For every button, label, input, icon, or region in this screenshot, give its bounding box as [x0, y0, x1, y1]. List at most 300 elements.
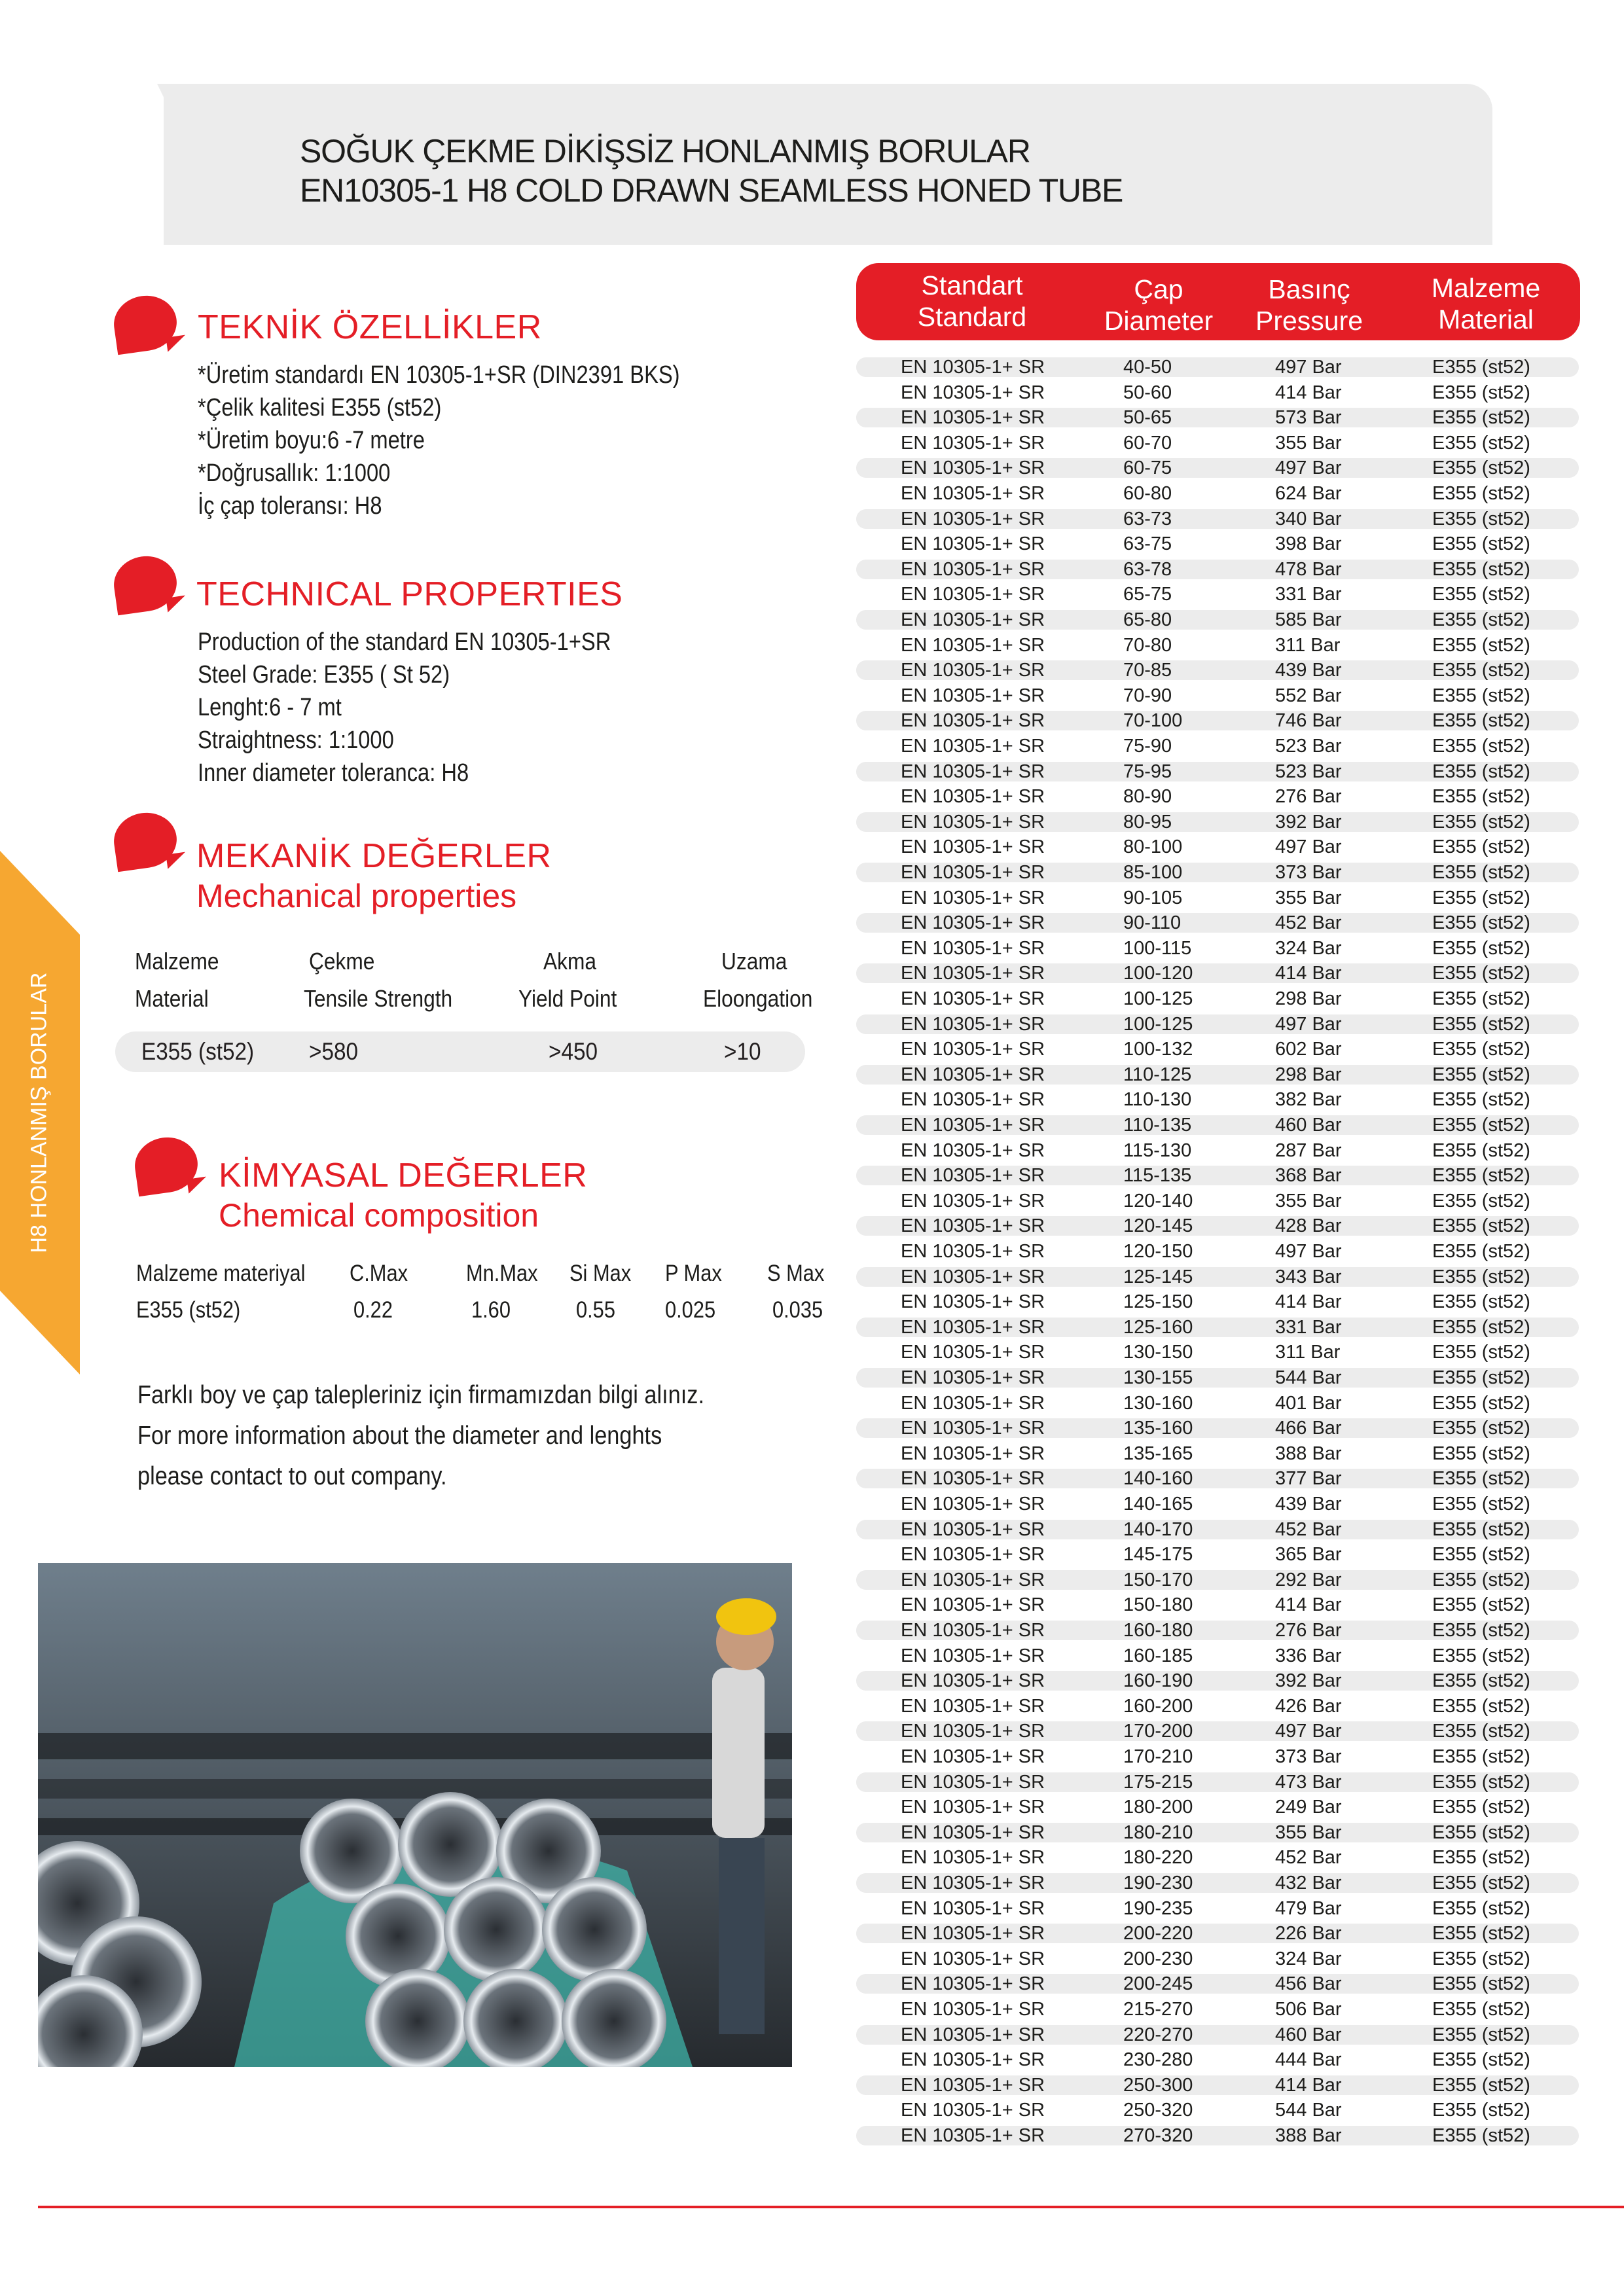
- cell-diameter: 200-220: [1123, 1923, 1193, 1945]
- chemical-title: KİMYASAL DEĞERLER: [219, 1157, 588, 1194]
- cell-material: E355 (st52): [1432, 887, 1530, 908]
- mechanical-subtitle: Mechanical properties: [196, 878, 517, 914]
- cell-pressure: 428 Bar: [1275, 1215, 1342, 1237]
- cell-diameter: 130-155: [1123, 1367, 1193, 1388]
- cell-standard: EN 10305-1+ SR: [901, 1139, 1045, 1161]
- th-pressure: Basınç Pressure: [1255, 274, 1363, 336]
- cell-standard: EN 10305-1+ SR: [901, 1443, 1045, 1464]
- cell-diameter: 160-200: [1123, 1695, 1193, 1717]
- cell-pressure: 355 Bar: [1275, 1821, 1342, 1843]
- cell-diameter: 180-210: [1123, 1821, 1193, 1843]
- cell-material: E355 (st52): [1432, 533, 1530, 555]
- cell-material: E355 (st52): [1432, 1392, 1530, 1414]
- cell-standard: EN 10305-1+ SR: [901, 1367, 1045, 1388]
- cell-diameter: 150-170: [1123, 1569, 1193, 1590]
- cell-diameter: 40-50: [1123, 357, 1172, 378]
- cell-pressure: 444 Bar: [1275, 2049, 1342, 2071]
- cell-diameter: 220-270: [1123, 2024, 1193, 2045]
- cell-diameter: 130-150: [1123, 1342, 1193, 1363]
- cell-material: E355 (st52): [1432, 558, 1530, 580]
- cell-diameter: 250-300: [1123, 2074, 1193, 2096]
- cell-diameter: 60-70: [1123, 432, 1172, 454]
- cell-standard: EN 10305-1+ SR: [901, 988, 1045, 1009]
- technical-line: Straightness: 1:1000: [198, 726, 394, 754]
- cell-material: E355 (st52): [1432, 483, 1530, 504]
- cell-diameter: 140-160: [1123, 1468, 1193, 1490]
- cell-standard: EN 10305-1+ SR: [901, 1392, 1045, 1414]
- cell-material: E355 (st52): [1432, 2024, 1530, 2045]
- chem-value: 1.60: [471, 1297, 511, 1323]
- cell-pressure: 466 Bar: [1275, 1418, 1342, 1439]
- mech-header: Uzama: [721, 948, 787, 975]
- chem-header: Si Max: [569, 1261, 632, 1286]
- cell-standard: EN 10305-1+ SR: [901, 685, 1045, 706]
- cell-material: E355 (st52): [1432, 457, 1530, 479]
- cell-material: E355 (st52): [1432, 1594, 1530, 1616]
- cell-diameter: 63-78: [1123, 558, 1172, 580]
- cell-material: E355 (st52): [1432, 1494, 1530, 1515]
- cell-pressure: 414 Bar: [1275, 1594, 1342, 1616]
- cell-standard: EN 10305-1+ SR: [901, 533, 1045, 555]
- cell-diameter: 180-200: [1123, 1797, 1193, 1818]
- cell-standard: EN 10305-1+ SR: [901, 1468, 1045, 1490]
- cell-pressure: 388 Bar: [1275, 1443, 1342, 1464]
- chem-value: 0.22: [353, 1297, 393, 1323]
- cell-diameter: 65-75: [1123, 584, 1172, 605]
- cell-pressure: 460 Bar: [1275, 2024, 1342, 2045]
- cell-material: E355 (st52): [1432, 1544, 1530, 1566]
- cell-material: E355 (st52): [1432, 1670, 1530, 1692]
- cell-pressure: 460 Bar: [1275, 1115, 1342, 1136]
- cell-pressure: 276 Bar: [1275, 1620, 1342, 1641]
- cell-pressure: 439 Bar: [1275, 660, 1342, 681]
- cell-diameter: 63-73: [1123, 508, 1172, 529]
- technical-line: Lenght:6 - 7 mt: [198, 694, 342, 721]
- cell-pressure: 473 Bar: [1275, 1771, 1342, 1793]
- cell-pressure: 552 Bar: [1275, 685, 1342, 706]
- mech-header: Tensile Strength: [304, 985, 453, 1012]
- cell-standard: EN 10305-1+ SR: [901, 1418, 1045, 1439]
- cell-material: E355 (st52): [1432, 1165, 1530, 1187]
- cell-standard: EN 10305-1+ SR: [901, 710, 1045, 732]
- cell-standard: EN 10305-1+ SR: [901, 1013, 1045, 1035]
- cell-material: E355 (st52): [1432, 1367, 1530, 1388]
- cell-standard: EN 10305-1+ SR: [901, 1089, 1045, 1111]
- cell-standard: EN 10305-1+ SR: [901, 1999, 1045, 2020]
- cell-standard: EN 10305-1+ SR: [901, 912, 1045, 934]
- cell-standard: EN 10305-1+ SR: [901, 1190, 1045, 1211]
- technical-line: Production of the standard EN 10305-1+SR: [198, 628, 611, 656]
- info-note: please contact to out company.: [137, 1462, 447, 1490]
- cell-standard: EN 10305-1+ SR: [901, 2125, 1045, 2146]
- cell-material: E355 (st52): [1432, 1139, 1530, 1161]
- cell-material: E355 (st52): [1432, 432, 1530, 454]
- cell-pressure: 456 Bar: [1275, 1973, 1342, 1995]
- cell-material: E355 (st52): [1432, 1948, 1530, 1969]
- cell-material: E355 (st52): [1432, 2125, 1530, 2146]
- cell-material: E355 (st52): [1432, 357, 1530, 378]
- cell-diameter: 125-150: [1123, 1291, 1193, 1313]
- cell-diameter: 125-160: [1123, 1316, 1193, 1338]
- cell-standard: EN 10305-1+ SR: [901, 862, 1045, 883]
- cell-standard: EN 10305-1+ SR: [901, 1670, 1045, 1692]
- cell-standard: EN 10305-1+ SR: [901, 660, 1045, 681]
- mech-header: Çekme: [309, 948, 375, 975]
- cell-material: E355 (st52): [1432, 1847, 1530, 1869]
- cell-standard: EN 10305-1+ SR: [901, 1746, 1045, 1767]
- cell-material: E355 (st52): [1432, 1418, 1530, 1439]
- cell-diameter: 200-245: [1123, 1973, 1193, 1995]
- cell-material: E355 (st52): [1432, 1721, 1530, 1742]
- cell-standard: EN 10305-1+ SR: [901, 1518, 1045, 1540]
- cell-diameter: 140-165: [1123, 1494, 1193, 1515]
- page-title-tr: SOĞUK ÇEKME DİKİŞSİZ HONLANMIŞ BORULAR: [300, 133, 1030, 170]
- chem-value: 0.035: [772, 1297, 823, 1323]
- cell-diameter: 230-280: [1123, 2049, 1193, 2071]
- cell-material: E355 (st52): [1432, 1973, 1530, 1995]
- cell-standard: EN 10305-1+ SR: [901, 1215, 1045, 1237]
- cell-material: E355 (st52): [1432, 1797, 1530, 1818]
- cell-standard: EN 10305-1+ SR: [901, 457, 1045, 479]
- cell-pressure: 401 Bar: [1275, 1392, 1342, 1414]
- cell-standard: EN 10305-1+ SR: [901, 2024, 1045, 2045]
- cell-material: E355 (st52): [1432, 1013, 1530, 1035]
- cell-pressure: 478 Bar: [1275, 558, 1342, 580]
- cell-material: E355 (st52): [1432, 382, 1530, 403]
- mech-header: Malzeme: [135, 948, 219, 975]
- cell-standard: EN 10305-1+ SR: [901, 2049, 1045, 2071]
- cell-diameter: 85-100: [1123, 862, 1183, 883]
- cell-standard: EN 10305-1+ SR: [901, 1594, 1045, 1616]
- th-material: Malzeme Material: [1431, 273, 1541, 334]
- cell-standard: EN 10305-1+ SR: [901, 761, 1045, 782]
- cell-diameter: 145-175: [1123, 1544, 1193, 1566]
- cell-standard: EN 10305-1+ SR: [901, 1821, 1045, 1843]
- cell-pressure: 426 Bar: [1275, 1695, 1342, 1717]
- cell-standard: EN 10305-1+ SR: [901, 1873, 1045, 1893]
- cell-diameter: 110-125: [1123, 1064, 1192, 1085]
- cell-standard: EN 10305-1+ SR: [901, 1771, 1045, 1793]
- cell-diameter: 250-320: [1123, 2100, 1193, 2121]
- cell-standard: EN 10305-1+ SR: [901, 1897, 1045, 1919]
- cell-standard: EN 10305-1+ SR: [901, 382, 1045, 403]
- cell-diameter: 130-160: [1123, 1392, 1193, 1414]
- cell-pressure: 336 Bar: [1275, 1645, 1342, 1666]
- teknik-line: *Doğrusallık: 1:1000: [198, 459, 391, 487]
- cell-material: E355 (st52): [1432, 1746, 1530, 1767]
- cell-pressure: 497 Bar: [1275, 1013, 1342, 1035]
- cell-standard: EN 10305-1+ SR: [901, 1316, 1045, 1338]
- cell-diameter: 200-230: [1123, 1948, 1193, 1969]
- cell-pressure: 392 Bar: [1275, 811, 1342, 833]
- cell-material: E355 (st52): [1432, 634, 1530, 656]
- cell-pressure: 497 Bar: [1275, 1241, 1342, 1262]
- cell-diameter: 60-75: [1123, 457, 1172, 479]
- cell-pressure: 432 Bar: [1275, 1873, 1342, 1893]
- cell-pressure: 398 Bar: [1275, 533, 1342, 555]
- cell-pressure: 311 Bar: [1275, 634, 1341, 656]
- cell-diameter: 100-115: [1123, 937, 1192, 959]
- cell-material: E355 (st52): [1432, 1620, 1530, 1641]
- teknik-line: İç çap toleransı: H8: [198, 492, 382, 520]
- mech-value: >450: [549, 1038, 598, 1065]
- cell-standard: EN 10305-1+ SR: [901, 483, 1045, 504]
- cell-pressure: 414 Bar: [1275, 2074, 1342, 2096]
- cell-pressure: 331 Bar: [1275, 1316, 1342, 1338]
- cell-material: E355 (st52): [1432, 609, 1530, 630]
- cell-material: E355 (st52): [1432, 1115, 1530, 1136]
- cell-material: E355 (st52): [1432, 1923, 1530, 1945]
- cell-diameter: 90-105: [1123, 887, 1183, 908]
- mech-header: Akma: [543, 948, 596, 975]
- cell-pressure: 523 Bar: [1275, 761, 1342, 782]
- cell-pressure: 373 Bar: [1275, 862, 1342, 883]
- cell-diameter: 70-80: [1123, 634, 1172, 656]
- cell-material: E355 (st52): [1432, 1468, 1530, 1490]
- cell-pressure: 414 Bar: [1275, 963, 1342, 984]
- cell-pressure: 276 Bar: [1275, 786, 1342, 808]
- cell-diameter: 100-120: [1123, 963, 1193, 984]
- cell-material: E355 (st52): [1432, 836, 1530, 858]
- cell-material: E355 (st52): [1432, 1873, 1530, 1893]
- cell-standard: EN 10305-1+ SR: [901, 1923, 1045, 1945]
- cell-pressure: 388 Bar: [1275, 2125, 1342, 2146]
- side-tab-label: H8 HONLANMIŞ BORULAR: [26, 972, 52, 1253]
- cell-pressure: 365 Bar: [1275, 1544, 1342, 1566]
- mechanical-title: MEKANİK DEĞERLER: [196, 837, 552, 875]
- cell-material: E355 (st52): [1432, 1190, 1530, 1211]
- cell-material: E355 (st52): [1432, 811, 1530, 833]
- teknik-line: *Çelik kalitesi E355 (st52): [198, 394, 442, 422]
- cell-material: E355 (st52): [1432, 1266, 1530, 1287]
- cell-pressure: 452 Bar: [1275, 1518, 1342, 1540]
- cell-diameter: 63-75: [1123, 533, 1172, 555]
- cell-material: E355 (st52): [1432, 862, 1530, 883]
- cell-pressure: 355 Bar: [1275, 432, 1342, 454]
- cell-pressure: 340 Bar: [1275, 508, 1342, 529]
- cell-material: E355 (st52): [1432, 407, 1530, 429]
- cell-diameter: 180-220: [1123, 1847, 1193, 1869]
- cell-diameter: 70-85: [1123, 660, 1172, 681]
- cell-standard: EN 10305-1+ SR: [901, 2074, 1045, 2096]
- cell-material: E355 (st52): [1432, 1241, 1530, 1262]
- cell-pressure: 452 Bar: [1275, 1847, 1342, 1869]
- cell-material: E355 (st52): [1432, 988, 1530, 1009]
- teknik-line: *Üretim standardı EN 10305-1+SR (DIN2391 BKS): [198, 361, 680, 389]
- cell-standard: EN 10305-1+ SR: [901, 1847, 1045, 1869]
- cell-diameter: 190-230: [1123, 1873, 1193, 1893]
- cell-diameter: 100-125: [1123, 1013, 1193, 1035]
- chem-header: S Max: [767, 1261, 825, 1286]
- cell-diameter: 50-60: [1123, 382, 1172, 403]
- cell-pressure: 439 Bar: [1275, 1494, 1342, 1515]
- chem-header: P Max: [665, 1261, 722, 1286]
- cell-pressure: 324 Bar: [1275, 937, 1342, 959]
- cell-material: E355 (st52): [1432, 685, 1530, 706]
- cell-standard: EN 10305-1+ SR: [901, 1797, 1045, 1818]
- cell-diameter: 125-145: [1123, 1266, 1193, 1287]
- chem-value: 0.55: [576, 1297, 615, 1323]
- cell-material: E355 (st52): [1432, 1089, 1530, 1111]
- cell-diameter: 215-270: [1123, 1999, 1193, 2020]
- cell-material: E355 (st52): [1432, 2100, 1530, 2121]
- cell-material: E355 (st52): [1432, 2074, 1530, 2096]
- cell-standard: EN 10305-1+ SR: [901, 937, 1045, 959]
- cell-pressure: 573 Bar: [1275, 407, 1342, 429]
- cell-material: E355 (st52): [1432, 1695, 1530, 1717]
- cell-diameter: 175-215: [1123, 1771, 1193, 1793]
- cell-standard: EN 10305-1+ SR: [901, 887, 1045, 908]
- cell-material: E355 (st52): [1432, 1316, 1530, 1338]
- cell-diameter: 135-165: [1123, 1443, 1193, 1464]
- cell-diameter: 140-170: [1123, 1518, 1193, 1540]
- cell-material: E355 (st52): [1432, 584, 1530, 605]
- info-note: For more information about the diameter and lenghts: [137, 1422, 662, 1450]
- cell-material: E355 (st52): [1432, 660, 1530, 681]
- cell-material: E355 (st52): [1432, 1443, 1530, 1464]
- cell-pressure: 523 Bar: [1275, 736, 1342, 757]
- technical-line: Inner diameter toleranca: H8: [198, 759, 469, 787]
- cell-pressure: 249 Bar: [1275, 1797, 1342, 1818]
- technical-title: TECHNICAL PROPERTIES: [196, 575, 623, 613]
- cell-diameter: 135-160: [1123, 1418, 1193, 1439]
- cell-standard: EN 10305-1+ SR: [901, 584, 1045, 605]
- cell-material: E355 (st52): [1432, 1064, 1530, 1085]
- cell-pressure: 292 Bar: [1275, 1569, 1342, 1590]
- chemical-subtitle: Chemical composition: [219, 1197, 539, 1234]
- cell-diameter: 80-95: [1123, 811, 1172, 833]
- chem-value: E355 (st52): [136, 1297, 241, 1323]
- bottom-divider: [38, 2206, 1624, 2208]
- cell-diameter: 110-130: [1123, 1089, 1192, 1111]
- cell-standard: EN 10305-1+ SR: [901, 736, 1045, 757]
- cell-diameter: 160-180: [1123, 1620, 1193, 1641]
- cell-material: E355 (st52): [1432, 1897, 1530, 1919]
- cell-standard: EN 10305-1+ SR: [901, 1721, 1045, 1742]
- cell-pressure: 497 Bar: [1275, 836, 1342, 858]
- mech-value: E355 (st52): [141, 1038, 255, 1065]
- th-standard: Standart Standard: [917, 270, 1027, 332]
- cell-standard: EN 10305-1+ SR: [901, 963, 1045, 984]
- cell-pressure: 506 Bar: [1275, 1999, 1342, 2020]
- cell-standard: EN 10305-1+ SR: [901, 1115, 1045, 1136]
- cell-pressure: 324 Bar: [1275, 1948, 1342, 1969]
- cell-pressure: 287 Bar: [1275, 1139, 1342, 1161]
- cell-pressure: 414 Bar: [1275, 1291, 1342, 1313]
- cell-pressure: 497 Bar: [1275, 357, 1342, 378]
- cell-pressure: 452 Bar: [1275, 912, 1342, 934]
- cell-pressure: 226 Bar: [1275, 1923, 1342, 1945]
- cell-diameter: 120-145: [1123, 1215, 1193, 1237]
- cell-diameter: 115-130: [1123, 1139, 1192, 1161]
- cell-diameter: 150-180: [1123, 1594, 1193, 1616]
- cell-diameter: 110-135: [1123, 1115, 1192, 1136]
- cell-standard: EN 10305-1+ SR: [901, 634, 1045, 656]
- cell-standard: EN 10305-1+ SR: [901, 786, 1045, 808]
- cell-pressure: 368 Bar: [1275, 1165, 1342, 1187]
- cell-diameter: 60-80: [1123, 483, 1172, 504]
- cell-pressure: 414 Bar: [1275, 382, 1342, 403]
- cell-standard: EN 10305-1+ SR: [901, 1291, 1045, 1313]
- cell-pressure: 298 Bar: [1275, 1064, 1342, 1085]
- cell-pressure: 355 Bar: [1275, 1190, 1342, 1211]
- chem-header: C.Max: [350, 1261, 408, 1286]
- cell-diameter: 120-150: [1123, 1241, 1193, 1262]
- cell-standard: EN 10305-1+ SR: [901, 357, 1045, 378]
- cell-diameter: 70-90: [1123, 685, 1172, 706]
- cell-material: E355 (st52): [1432, 1771, 1530, 1793]
- page-title-en: EN10305-1 H8 COLD DRAWN SEAMLESS HONED TUBE: [300, 172, 1123, 209]
- teknik-line: *Üretim boyu:6 -7 metre: [198, 427, 425, 454]
- cell-standard: EN 10305-1+ SR: [901, 1695, 1045, 1717]
- cell-standard: EN 10305-1+ SR: [901, 1544, 1045, 1566]
- mech-header: Eloongation: [703, 985, 813, 1012]
- cell-material: E355 (st52): [1432, 1645, 1530, 1666]
- cell-diameter: 120-140: [1123, 1190, 1193, 1211]
- teknik-title: TEKNİK ÖZELLİKLER: [198, 308, 542, 346]
- cell-standard: EN 10305-1+ SR: [901, 508, 1045, 529]
- cell-pressure: 544 Bar: [1275, 2100, 1342, 2121]
- cell-material: E355 (st52): [1432, 937, 1530, 959]
- cell-standard: EN 10305-1+ SR: [901, 1620, 1045, 1641]
- cell-pressure: 624 Bar: [1275, 483, 1342, 504]
- cell-material: E355 (st52): [1432, 912, 1530, 934]
- cell-standard: EN 10305-1+ SR: [901, 1569, 1045, 1590]
- cell-pressure: 343 Bar: [1275, 1266, 1342, 1287]
- cell-standard: EN 10305-1+ SR: [901, 558, 1045, 580]
- mech-header: Yield Point: [518, 985, 617, 1012]
- cell-diameter: 100-125: [1123, 988, 1193, 1009]
- cell-material: E355 (st52): [1432, 710, 1530, 732]
- cell-material: E355 (st52): [1432, 1999, 1530, 2020]
- cell-standard: EN 10305-1+ SR: [901, 1241, 1045, 1262]
- chem-header: Mn.Max: [466, 1261, 538, 1286]
- cell-diameter: 90-110: [1123, 912, 1182, 934]
- cell-material: E355 (st52): [1432, 1291, 1530, 1313]
- cell-material: E355 (st52): [1432, 1215, 1530, 1237]
- mech-header: Material: [135, 985, 209, 1012]
- cell-material: E355 (st52): [1432, 1518, 1530, 1540]
- cell-diameter: 80-100: [1123, 836, 1183, 858]
- cell-pressure: 373 Bar: [1275, 1746, 1342, 1767]
- cell-material: E355 (st52): [1432, 2049, 1530, 2071]
- cell-diameter: 170-210: [1123, 1746, 1193, 1767]
- cell-pressure: 602 Bar: [1275, 1039, 1342, 1060]
- cell-diameter: 160-190: [1123, 1670, 1193, 1692]
- cell-standard: EN 10305-1+ SR: [901, 1973, 1045, 1995]
- chem-header: Malzeme materiyal: [136, 1261, 306, 1286]
- cell-standard: EN 10305-1+ SR: [901, 1039, 1045, 1060]
- cell-pressure: 585 Bar: [1275, 609, 1342, 630]
- cell-pressure: 331 Bar: [1275, 584, 1342, 605]
- cell-pressure: 392 Bar: [1275, 1670, 1342, 1692]
- mech-value: >580: [309, 1038, 359, 1065]
- technical-line: Steel Grade: E355 ( St 52): [198, 661, 450, 689]
- cell-standard: EN 10305-1+ SR: [901, 432, 1045, 454]
- cell-material: E355 (st52): [1432, 1039, 1530, 1060]
- cell-diameter: 270-320: [1123, 2125, 1193, 2146]
- cell-standard: EN 10305-1+ SR: [901, 2100, 1045, 2121]
- cell-standard: EN 10305-1+ SR: [901, 1064, 1045, 1085]
- cell-pressure: 355 Bar: [1275, 887, 1342, 908]
- cell-material: E355 (st52): [1432, 508, 1530, 529]
- cell-pressure: 311 Bar: [1275, 1342, 1341, 1363]
- cell-material: E355 (st52): [1432, 736, 1530, 757]
- cell-standard: EN 10305-1+ SR: [901, 1645, 1045, 1666]
- cell-pressure: 377 Bar: [1275, 1468, 1342, 1490]
- cell-material: E355 (st52): [1432, 786, 1530, 808]
- info-note: Farklı boy ve çap talepleriniz için firmamızdan bilgi alınız.: [137, 1381, 704, 1409]
